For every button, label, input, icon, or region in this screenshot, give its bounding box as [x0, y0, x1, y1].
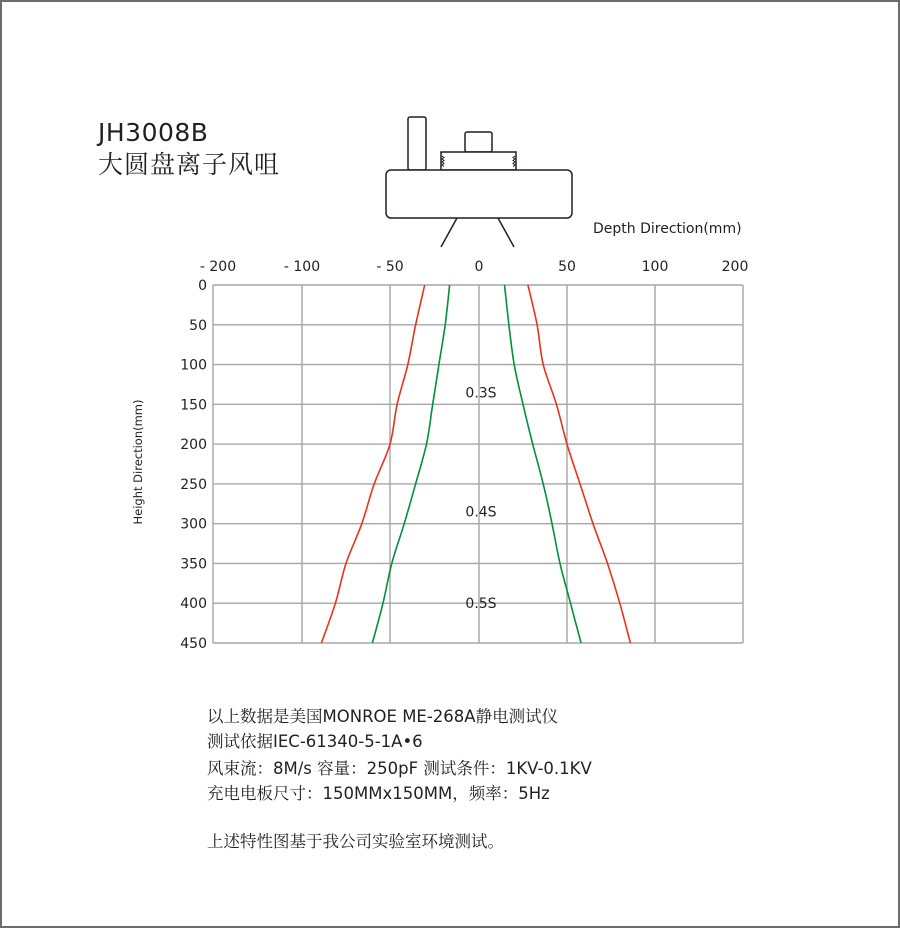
y-axis-ticks [180, 278, 207, 652]
x-tick-label: 0 [474, 259, 484, 275]
y-tick-label: 150 [180, 397, 207, 414]
ionizer-device-icon [386, 117, 572, 247]
curve-green-left [372, 285, 449, 643]
y-tick-label: 100 [180, 357, 207, 374]
note-footer: 上述特性图基于我公司实验室环境测试。 [207, 832, 504, 851]
y-axis-label: Height Direction(mm) [131, 399, 145, 525]
y-tick-label: 450 [180, 636, 207, 652]
time-label: 0.4S [465, 504, 497, 521]
y-tick-label: 0 [198, 278, 207, 294]
time-label: 0.3S [465, 385, 497, 402]
curve-red-left [321, 285, 424, 643]
x-tick-label: 200 [721, 259, 749, 275]
note-standard: 测试依据IEC-61340-5-1A•6 [207, 732, 423, 751]
time-annotations [465, 385, 496, 612]
note-conditions: 风束流：8M/s 容量：250pF 测试条件：1KV-0.1KV [207, 759, 592, 778]
y-tick-label: 200 [180, 437, 207, 454]
note-plate-size: 充电电板尺寸：150MMx150MM，频率：5Hz [207, 784, 550, 803]
y-tick-label: 400 [180, 596, 207, 613]
x-axis-ticks [200, 259, 748, 275]
ion-curves [321, 285, 630, 643]
product-name: 大圆盘离子风咀 [98, 150, 281, 179]
x-axis-label: Depth Direction(mm) [593, 221, 742, 237]
x-tick-label: - 200 [199, 259, 237, 275]
y-tick-label: 350 [180, 556, 207, 573]
test-notes [207, 704, 592, 806]
y-tick-label: 50 [189, 317, 207, 334]
curve-red-right [528, 285, 631, 643]
chart-grid [213, 285, 743, 643]
x-tick-label: 100 [641, 259, 669, 275]
model-number: JH3008B [98, 118, 209, 147]
note-instrument: 以上数据是美国MONROE ME-268A静电测试仪 [207, 707, 559, 726]
x-tick-label: - 100 [283, 259, 321, 275]
y-tick-label: 300 [180, 516, 207, 533]
x-tick-label: 50 [558, 259, 576, 275]
x-tick-label: - 50 [376, 259, 404, 275]
curve-green-right [505, 285, 582, 643]
time-label: 0.5S [465, 596, 497, 613]
y-tick-label: 250 [180, 476, 207, 493]
